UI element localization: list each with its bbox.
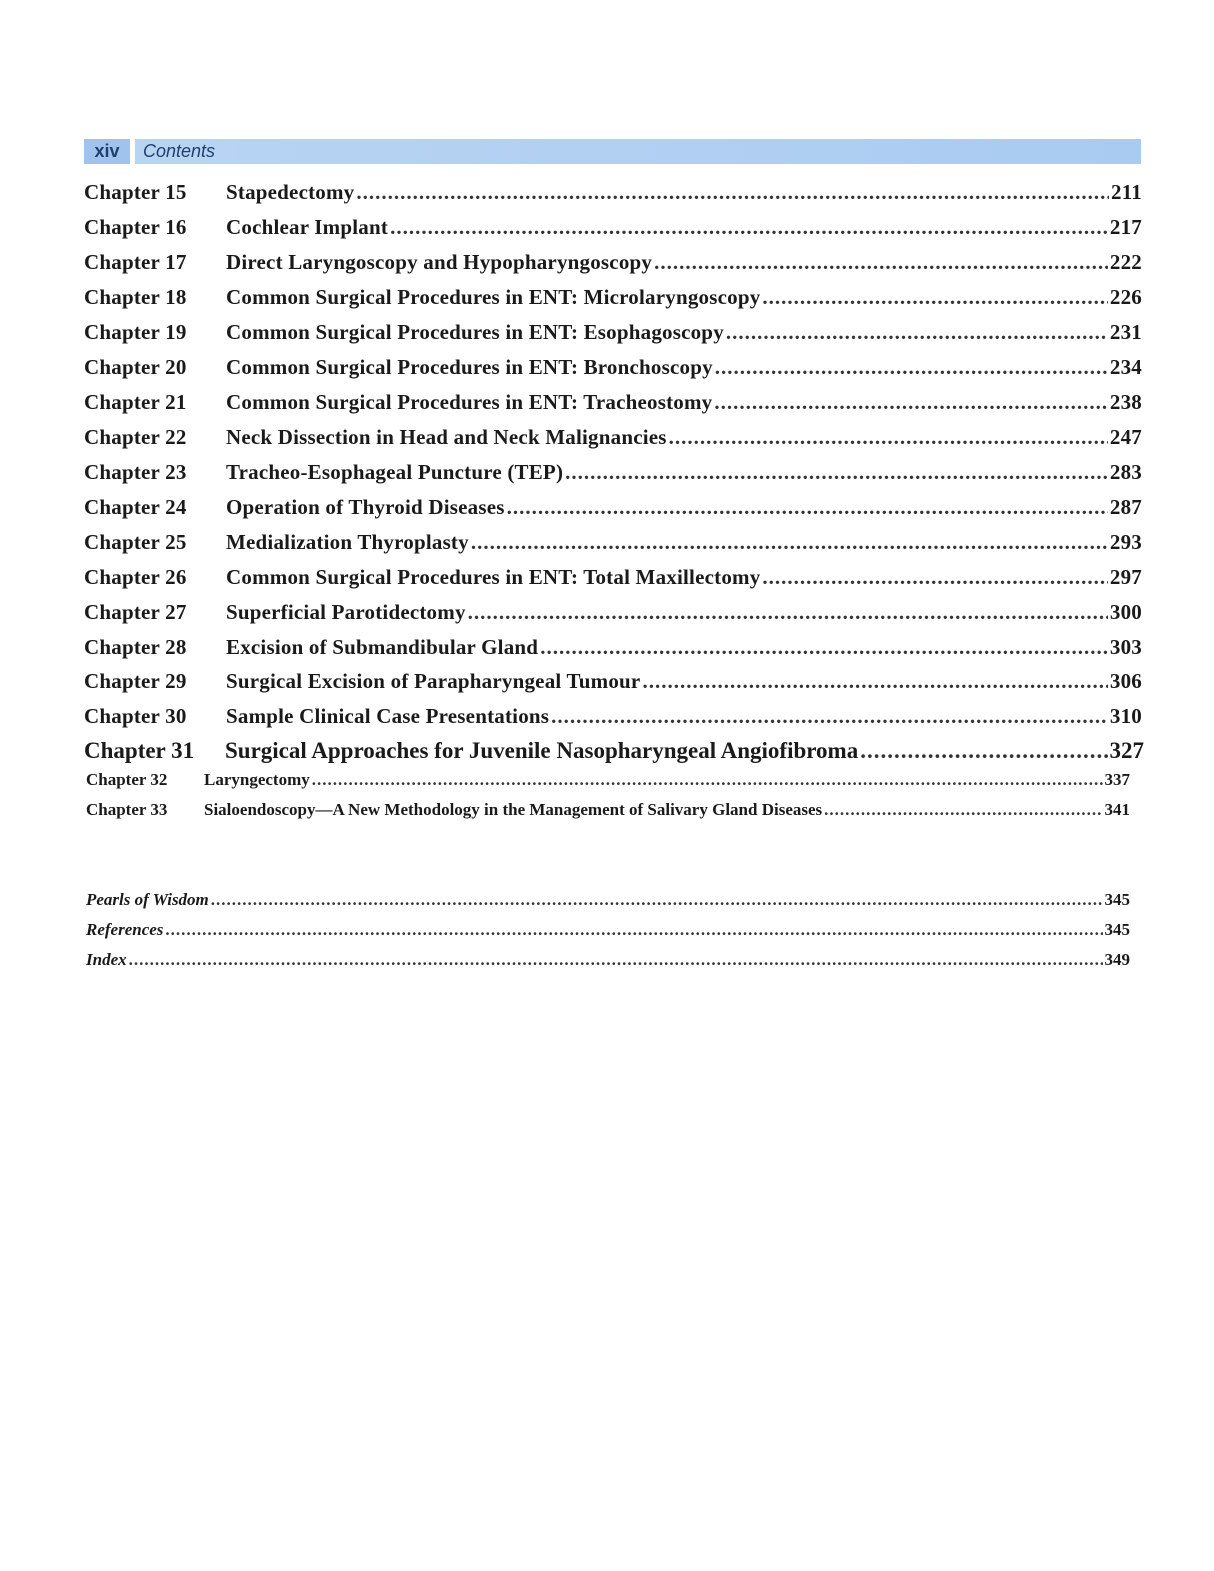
toc-entry-chapter-15[interactable] (84, 180, 1142, 205)
back-matter-title: Pearls of Wisdom (86, 890, 209, 909)
page-number: 306 (1109, 669, 1142, 693)
toc-entry-chapter-20[interactable] (84, 355, 1142, 380)
toc-entry-chapter-24[interactable] (84, 495, 1142, 520)
page-number: 234 (1109, 355, 1142, 379)
page-number: 297 (1109, 565, 1142, 589)
chapter-label: Chapter 28 (84, 635, 187, 659)
chapter-label: Chapter 23 (84, 460, 187, 484)
chapter-label: Chapter 20 (84, 355, 187, 379)
chapter-label: Chapter 18 (84, 285, 187, 309)
chapter-title: Surgical Excision of Parapharyngeal Tumour (226, 669, 641, 693)
back-matter-title: Index (86, 950, 127, 969)
dot-leader (565, 460, 1108, 485)
chapter-title: Neck Dissection in Head and Neck Malignancies (226, 425, 667, 449)
page-number: 337 (1104, 770, 1130, 789)
page-number: 247 (1109, 425, 1142, 449)
chapter-label: Chapter 16 (84, 215, 187, 239)
page-number: 345 (1104, 890, 1130, 909)
dot-leader (726, 320, 1108, 345)
toc-entry-chapter-30[interactable] (84, 704, 1142, 729)
toc-entry-chapter-22[interactable] (84, 425, 1142, 450)
chapter-label: Chapter 21 (84, 390, 187, 414)
back-matter-title: References (86, 920, 164, 939)
chapter-title: Cochlear Implant (226, 215, 389, 239)
toc-entry-chapter-23[interactable] (84, 460, 1142, 485)
dot-leader (642, 669, 1107, 694)
chapter-label: Chapter 24 (84, 495, 187, 519)
toc-entry-chapter-16[interactable] (84, 215, 1142, 240)
toc-entry-chapter-33[interactable] (86, 800, 1130, 820)
toc-entry-chapter-19[interactable] (84, 320, 1142, 345)
header-page-number: xiv (84, 139, 130, 164)
chapter-title: Laryngectomy (204, 770, 310, 789)
toc-entry-references[interactable] (86, 920, 1130, 940)
chapter-title: Common Surgical Procedures in ENT: Total Maxillectomy (226, 565, 761, 589)
chapter-title: Common Surgical Procedures in ENT: Microlaryngoscopy (226, 285, 761, 309)
toc-entry-pearls-of-wisdom[interactable] (86, 890, 1130, 910)
dot-leader (312, 770, 1103, 790)
dot-leader (860, 738, 1107, 764)
page-number: 287 (1109, 495, 1142, 519)
page-number: 310 (1109, 704, 1142, 728)
toc-entry-chapter-25[interactable] (84, 530, 1142, 555)
chapter-title: Surgical Approaches for Juvenile Nasopharyngeal Angiofibroma (225, 738, 859, 763)
page-number: 303 (1109, 635, 1142, 659)
page-number: 345 (1104, 920, 1130, 939)
dot-leader (824, 800, 1102, 820)
chapter-title: Common Surgical Procedures in ENT: Bronchoscopy (226, 355, 713, 379)
chapter-title: Common Surgical Procedures in ENT: Esophagoscopy (226, 320, 724, 344)
dot-leader (129, 950, 1103, 970)
dot-leader (654, 250, 1108, 275)
toc-entry-chapter-26[interactable] (84, 565, 1142, 590)
chapter-title: Common Surgical Procedures in ENT: Tracheostomy (226, 390, 713, 414)
toc-entry-chapter-29[interactable] (84, 669, 1142, 694)
toc-entry-index[interactable] (86, 950, 1130, 970)
page-number: 349 (1104, 950, 1130, 969)
dot-leader (762, 285, 1107, 310)
chapter-label: Chapter 33 (86, 800, 168, 819)
page-number: 222 (1109, 250, 1142, 274)
chapter-title: Medialization Thyroplasty (226, 530, 469, 554)
page-number: 231 (1109, 320, 1142, 344)
dot-leader (762, 565, 1107, 590)
dot-leader (471, 530, 1108, 555)
chapter-label: Chapter 15 (84, 180, 187, 204)
toc-entry-chapter-18[interactable] (84, 285, 1142, 310)
running-header (84, 139, 1141, 164)
chapter-title: Operation of Thyroid Diseases (226, 495, 505, 519)
chapter-label: Chapter 29 (84, 669, 187, 693)
page-number: 300 (1109, 600, 1142, 624)
page-number: 211 (1111, 180, 1142, 204)
toc-entry-chapter-17[interactable] (84, 250, 1142, 275)
chapter-label: Chapter 26 (84, 565, 187, 589)
page-number: 341 (1104, 800, 1130, 819)
page-number: 327 (1109, 738, 1144, 763)
chapter-title: Tracheo-Esophageal Puncture (TEP) (226, 460, 564, 484)
chapter-label: Chapter 31 (84, 738, 195, 763)
dot-leader (165, 920, 1102, 940)
chapter-title: Sialoendoscopy—A New Methodology in the Management of Salivary Gland Diseases (204, 800, 823, 819)
dot-leader (715, 355, 1108, 380)
chapter-title: Sample Clinical Case Presentations (226, 704, 550, 728)
dot-leader (551, 704, 1108, 729)
chapter-label: Chapter 22 (84, 425, 187, 449)
chapter-label: Chapter 19 (84, 320, 187, 344)
dot-leader (714, 390, 1108, 415)
chapter-title: Stapedectomy (226, 180, 355, 204)
page-number: 238 (1109, 390, 1142, 414)
toc-entry-chapter-28[interactable] (84, 635, 1142, 660)
chapter-label: Chapter 17 (84, 250, 187, 274)
dot-leader (356, 180, 1109, 205)
toc-entry-chapter-21[interactable] (84, 390, 1142, 415)
dot-leader (669, 425, 1108, 450)
chapter-label: Chapter 30 (84, 704, 187, 728)
chapter-title: Direct Laryngoscopy and Hypopharyngoscopy (226, 250, 653, 274)
toc-entry-chapter-32[interactable] (86, 770, 1130, 790)
dot-leader (540, 635, 1108, 660)
chapter-label: Chapter 25 (84, 530, 187, 554)
chapter-title: Excision of Submandibular Gland (226, 635, 539, 659)
page-number: 283 (1109, 460, 1142, 484)
chapter-label: Chapter 32 (86, 770, 168, 789)
toc-entry-chapter-31[interactable] (84, 738, 1144, 764)
chapter-label: Chapter 27 (84, 600, 187, 624)
dot-leader (390, 215, 1108, 240)
dot-leader (468, 600, 1108, 625)
page-number: 293 (1109, 530, 1142, 554)
header-title: Contents (135, 139, 1141, 164)
dot-leader (507, 495, 1108, 520)
page-number: 226 (1109, 285, 1142, 309)
toc-entry-chapter-27[interactable] (84, 600, 1142, 625)
chapter-title: Superficial Parotidectomy (226, 600, 466, 624)
page-number: 217 (1109, 215, 1142, 239)
dot-leader (211, 890, 1103, 910)
